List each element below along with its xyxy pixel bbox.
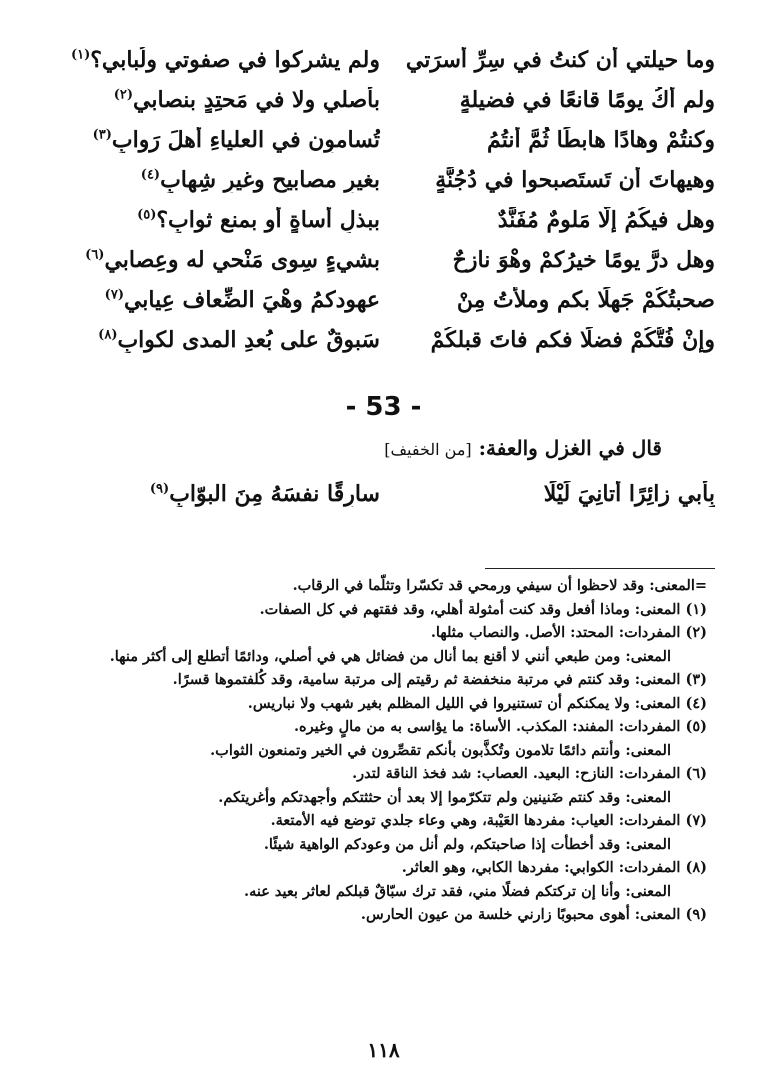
footnote-key: (١) المعنى:: [634, 600, 707, 618]
footnote-marker: (٦): [85, 247, 105, 263]
footnote-line: [87, 856, 707, 880]
footnote-text: وقد أخطأت إذا صاحبتكم، ولم أنل من وعودكم الواهية شيئًا.: [263, 835, 626, 853]
hemistich-text: ولم يشركوا في صفوتي ولُبابي؟: [90, 47, 380, 73]
hemistich-text: بشيءٍ سِوى مَنْحي له وعِصابي: [104, 247, 380, 273]
footnote-key: (٣) المعنى:: [634, 671, 707, 688]
footnote-key: (٧) المفردات:: [618, 812, 707, 829]
verse-line: [55, 280, 715, 320]
hemistich-second: [55, 247, 380, 273]
hemistich-first: صحبتُكُمْ جَهلًا بكم وملأتُ مِنْ: [456, 287, 715, 313]
footnote-text: أهوى محبوبًا زارني خلسة من عيون الحارس.: [360, 906, 635, 923]
footnote-text: النازح: البعيد. العصاب: شد فخذ الناقة لتدر.: [352, 765, 619, 782]
verse-line: [55, 200, 715, 240]
single-verse: [55, 474, 715, 514]
verse-line: [55, 240, 715, 280]
verse-line: [55, 40, 715, 80]
footnote-marker: (١): [70, 47, 91, 63]
hemistich-text: تُساموِن في العلياءِ أهلَ رَوابِ: [111, 127, 380, 153]
hemistich-second: [55, 327, 380, 353]
hemistich-text: سَبوقٌ على بُعدِ المدى لكوابِ: [117, 327, 380, 353]
footnote-line: [87, 645, 707, 669]
footnote-text: المحتد: الأصل. والنصاب مثلها.: [430, 624, 619, 641]
verse-line: [55, 120, 715, 160]
footnote-divider: [485, 568, 715, 569]
hemistich-first: وهل درَّ يومًا خيرُكمْ وهْوَ نازحٌ: [452, 247, 715, 273]
footnote-key: المعنى:: [625, 788, 671, 806]
footnote-marker: (٤): [140, 167, 161, 183]
verse-line: [55, 320, 715, 360]
footnote-line: [87, 903, 707, 927]
footnote-marker: (٣): [92, 127, 112, 143]
footnote-line: [87, 762, 707, 786]
footnote-marker: (٢): [113, 87, 134, 103]
poem: [55, 40, 715, 360]
footnote-line: [87, 598, 707, 622]
footnotes: [87, 574, 707, 927]
poem-intro: [384, 436, 662, 460]
hemistich-first: وما حيلتي أن كنتُ في سِرِّ أُسرَتي: [405, 47, 715, 73]
footnote-text: وقد كنتم ضَنينين ولم تتكرّموا إلا بعد أن حثثتكم وأجهدتكم وأغريتكم.: [218, 788, 626, 806]
footnote-marker: (٧): [104, 287, 124, 303]
hemistich-second: [55, 207, 380, 233]
hemistich-first: وكنتُمْ وهادًا هابطًا ثُمَّ أنتُمُ: [487, 127, 715, 153]
footnote-text: العياب: مفردها العَيْبة، وهي وعاء جلدي توضع فيه الأمتعة.: [270, 812, 619, 829]
footnote-text: ومن طبعي أنني لا أقنع بما أنال من فضائل هي في أصلي، ودائمًا أتطلع إلى أكثر منها.: [109, 647, 626, 665]
intro-text: قال في الغزل والعفة:: [478, 436, 662, 460]
footnote-key: المعنى:: [625, 741, 671, 759]
hemistich-second: [55, 287, 380, 313]
poem-number: - 53 -: [345, 392, 422, 422]
footnote-line: [87, 739, 707, 763]
verse-line: [55, 160, 715, 200]
footnote-key: (٤) المعنى:: [634, 694, 707, 712]
hemistich-first: وهيهاتَ أن تَستَصبحوا في دُجُنَّةٍ: [435, 167, 715, 193]
footnote-marker: (٥): [137, 207, 157, 223]
footnote-key: المعنى:: [625, 882, 671, 900]
footnote-key: (٨) المفردات:: [618, 859, 707, 876]
hemistich-text: بأصلي ولا في مَحتِدٍ بنصابي: [133, 87, 380, 113]
footnote-key: المعنى:: [625, 647, 671, 665]
footnote-text: وقد لاحظوا أن سيفي ورمحي قد تكسّرا وتثلّما في الرقاب.: [292, 577, 650, 594]
hemistich-text: ببذلِ أَساةٍ أو بمنعِ ثوابِ؟: [156, 207, 380, 233]
footnote-line: [87, 692, 707, 716]
verse-line: [55, 80, 715, 120]
footnote-line: [87, 786, 707, 810]
footnote-text: ولا يمكنكم أن تستنيروا في الليل المظلم بغير شهب ولا نباريس.: [247, 694, 635, 712]
footnote-text: وأنتم دائمًا تلامون وتُكذَّبون بأنكم تقصِّرون في الخير وتمنعون الثواب.: [210, 741, 626, 759]
footnote-text: وقد كنتم في مرتبة منخفضة ثم رقيتم إلى مرتبة سامية، وقد كُلفتموها قسرًا.: [172, 671, 635, 688]
footnote-line: [87, 668, 707, 692]
hemistich-second: [55, 127, 380, 153]
hemistich-first: وإنْ فُتُّكُمْ فضلًا فكم فاتَ قبلكُمْ: [430, 327, 715, 353]
footnote-line: [87, 880, 707, 904]
footnote-line: [87, 809, 707, 833]
footnote-marker: (٨): [98, 327, 118, 343]
footnote-text: المفند: المكذب. الأساة: ما يؤاسى به من مالٍ وغيره.: [293, 718, 619, 735]
footnote-key: (٦) المفردات:: [618, 765, 707, 782]
meter-label: [من الخفيف]: [384, 440, 472, 459]
footnote-key: (٩) المعنى:: [634, 906, 707, 923]
footnote-key: (٥) المفردات:: [618, 718, 707, 735]
footnote-text: الكوابي: مفردها الكابي، وهو العاثر.: [401, 859, 619, 876]
hemistich-first: بِأَبي زائِرًا أَتانِيَ لَيْلًا: [543, 481, 715, 507]
footnote-line: [87, 833, 707, 857]
hemistich-second: [55, 87, 380, 113]
hemistich-first: وهل فيكُمُ إلّا مَلومٌ مُفَنَّدٌ: [497, 207, 715, 233]
verse-line: [55, 474, 715, 514]
hemistich-second: [55, 167, 380, 193]
page-number: ١١٨: [367, 1038, 400, 1062]
footnote-line: [87, 621, 707, 645]
footnote-key: المعنى:: [625, 835, 671, 853]
hemistich-text: سارِقًا نفسَهُ مِنَ البوّابِ: [169, 481, 380, 507]
hemistich-text: عهودكمُ وهْيَ الضِّعاف عِيابي: [123, 287, 380, 313]
hemistich-first: ولم أكُ يومًا قانعًا في فضيلةٍ: [459, 87, 715, 113]
hemistich-text: بغيرِ مصابيحٍ وغيرِ شِهابِ: [160, 167, 380, 193]
hemistich-second: [55, 481, 380, 507]
footnote-text: وماذا أفعل وقد كنت أمثولة أهلي، وقد فقتهم في كل الصفات.: [259, 600, 635, 618]
footnote-key: =المعنى:: [649, 577, 707, 594]
footnote-line: [87, 715, 707, 739]
hemistich-second: [55, 47, 380, 73]
footnote-text: وأنا إن تركتكم فضلًا مني، فقد ترك سبّاقٌ قبلكم لعاثر بعيد عنه.: [244, 882, 626, 900]
footnote-marker: (٩): [149, 481, 170, 497]
footnote-key: (٢) المفردات:: [618, 624, 707, 641]
footnote-line: [87, 574, 707, 598]
